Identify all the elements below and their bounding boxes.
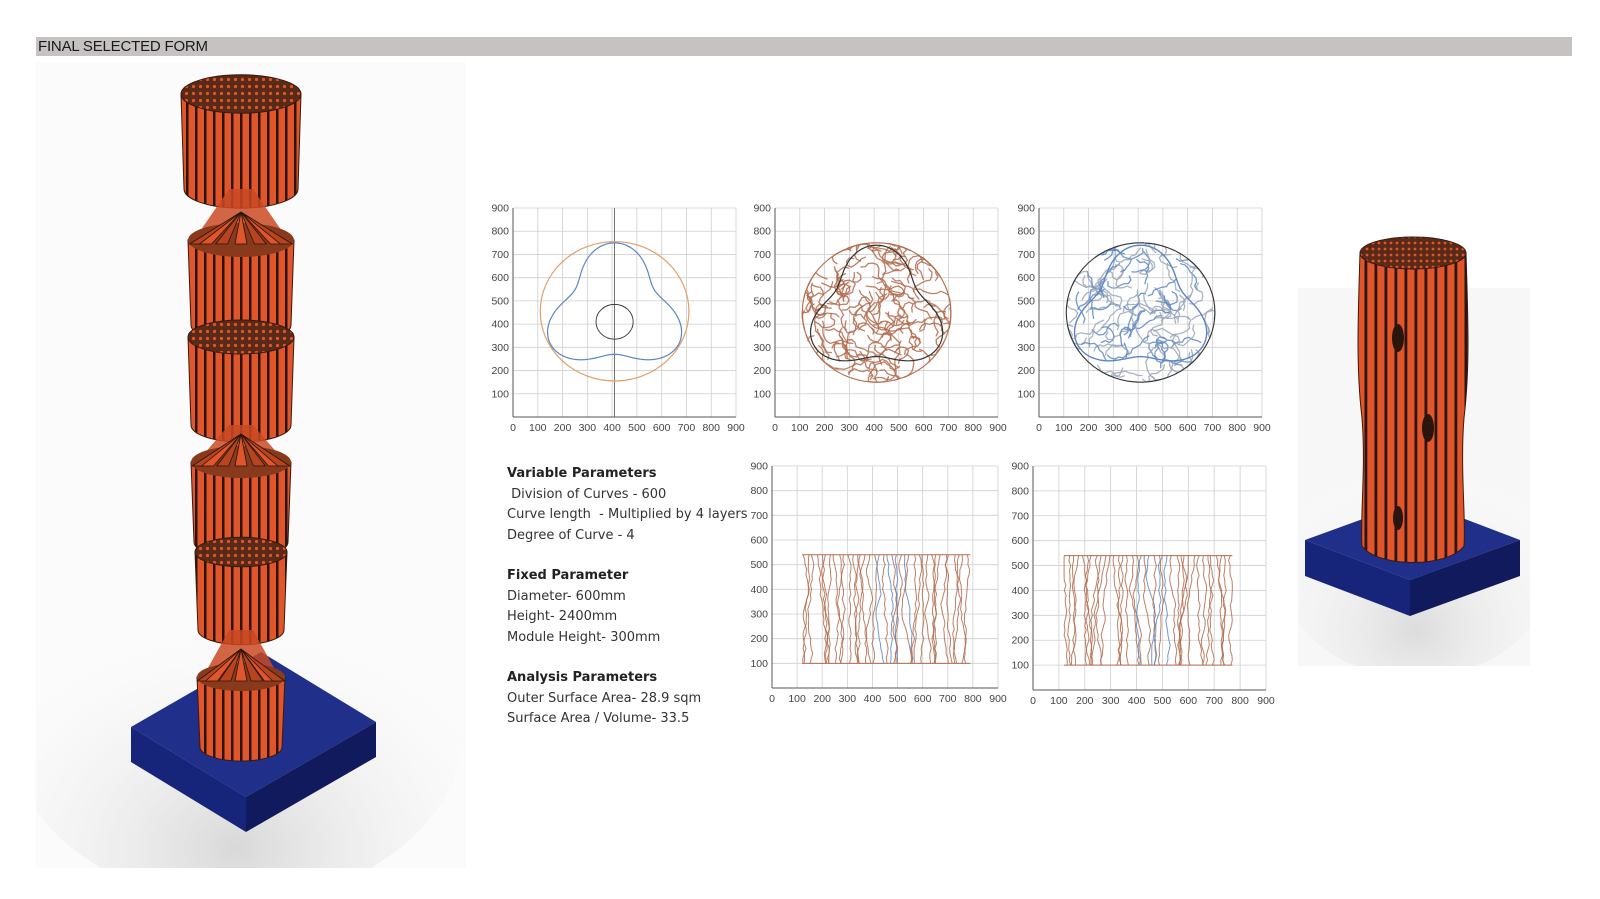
elevation-curve — [1095, 556, 1101, 666]
elevation-curve — [1229, 556, 1233, 666]
fixed-parameters — [507, 566, 767, 648]
y-tick-label: 600 — [1017, 272, 1035, 285]
header-bar — [36, 37, 1572, 56]
y-tick-label: 100 — [750, 657, 768, 670]
x-tick-label: 800 — [1231, 695, 1249, 707]
x-tick-label: 200 — [553, 422, 572, 434]
x-tick-label: 600 — [913, 693, 932, 705]
elevation-pattern-2-chart — [1011, 458, 1290, 720]
x-tick-label: 900 — [989, 693, 1007, 705]
x-tick-label: 0 — [1030, 695, 1036, 707]
x-tick-label: 400 — [603, 422, 621, 434]
pattern-curve — [1205, 307, 1213, 335]
x-tick-label: 800 — [1228, 422, 1246, 434]
y-tick-label: 700 — [1011, 510, 1029, 523]
y-tick-label: 500 — [750, 559, 768, 572]
x-tick-label: 0 — [510, 422, 516, 434]
y-tick-label: 800 — [1011, 485, 1029, 498]
y-tick-label: 600 — [753, 272, 771, 285]
x-tick-label: 700 — [677, 422, 696, 434]
x-tick-label: 100 — [788, 693, 806, 705]
y-tick-label: 700 — [1017, 248, 1035, 261]
x-tick-label: 100 — [791, 422, 809, 434]
elevation-curve — [925, 555, 932, 664]
y-tick-label: 400 — [750, 583, 768, 596]
x-tick-label: 0 — [772, 422, 778, 434]
x-tick-label: 600 — [652, 422, 671, 434]
y-tick-label: 600 — [491, 272, 509, 285]
plan-curves-chart — [491, 200, 760, 450]
analysis-parameters-title: Analysis Parameters — [507, 670, 658, 685]
y-tick-label: 300 — [753, 341, 771, 354]
stacked-module-column-render — [36, 62, 466, 868]
y-tick-label: 200 — [1011, 634, 1029, 647]
x-tick-label: 200 — [813, 693, 831, 705]
analysis-param-line: Surface Area / Volume- 33.5 — [507, 711, 690, 726]
y-tick-label: 400 — [1011, 584, 1029, 597]
y-tick-label: 700 — [753, 248, 771, 261]
pattern-curve — [1069, 331, 1093, 339]
variable-parameters — [507, 464, 767, 546]
y-tick-label: 500 — [491, 295, 509, 308]
x-tick-label: 600 — [1179, 695, 1198, 707]
analysis-parameters — [507, 668, 767, 730]
x-tick-label: 800 — [702, 422, 720, 434]
y-tick-label: 700 — [491, 248, 509, 261]
x-tick-label: 600 — [1178, 422, 1197, 434]
y-tick-label: 300 — [1011, 609, 1029, 622]
elevation-curve — [1119, 556, 1123, 666]
elevation-curve — [865, 555, 873, 664]
pattern-curve — [943, 299, 950, 319]
page-title: FINAL SELECTED FORM — [38, 38, 208, 55]
fixed-param-line: Height- 2400mm — [507, 609, 618, 624]
elevation-curve — [882, 555, 888, 664]
y-tick-label: 800 — [753, 225, 771, 238]
x-tick-label: 300 — [838, 693, 857, 705]
x-tick-label: 900 — [1253, 422, 1271, 434]
y-tick-label: 900 — [1011, 460, 1029, 473]
variable-param-line: Degree of Curve - 4 — [507, 527, 635, 543]
x-tick-label: 300 — [840, 422, 859, 434]
fixed-param-line: Diameter- 600mm — [507, 588, 626, 604]
pattern-curve — [868, 334, 891, 342]
x-tick-label: 500 — [890, 422, 908, 434]
y-tick-label: 900 — [491, 202, 509, 215]
continuous-column-render — [1298, 228, 1530, 666]
elevation-curve — [1216, 556, 1225, 666]
y-tick-label: 200 — [491, 365, 509, 378]
elevation-curve — [1068, 556, 1071, 666]
y-tick-label: 400 — [1017, 318, 1035, 331]
x-tick-label: 200 — [1079, 422, 1098, 434]
elevation-curves — [802, 555, 970, 664]
y-tick-label: 800 — [1017, 225, 1035, 238]
x-tick-label: 400 — [863, 693, 882, 705]
elevation-curve — [904, 555, 912, 664]
pattern-curve — [807, 282, 833, 298]
fixed-param-line: Module Height- 300mm — [507, 629, 661, 645]
x-tick-label: 600 — [914, 422, 933, 434]
y-tick-label: 800 — [491, 225, 509, 238]
y-tick-label: 200 — [750, 633, 768, 646]
x-tick-label: 700 — [1205, 695, 1223, 707]
pattern-curve — [873, 277, 901, 293]
chart-grid — [513, 208, 736, 417]
y-tick-label: 300 — [1017, 341, 1035, 354]
elevation-curve — [1101, 556, 1110, 666]
y-tick-label: 100 — [1017, 388, 1035, 401]
pattern-curve — [1155, 316, 1190, 318]
plan-pattern-1-chart — [753, 200, 1022, 450]
plan-pattern-2-chart — [1017, 200, 1286, 450]
y-tick-label: 800 — [750, 485, 768, 498]
y-tick-label: 500 — [753, 295, 771, 308]
x-tick-label: 500 — [1153, 695, 1172, 707]
x-tick-label: 800 — [964, 422, 982, 434]
x-tick-label: 300 — [1104, 422, 1123, 434]
y-tick-label: 100 — [753, 388, 771, 401]
x-tick-label: 700 — [1203, 422, 1222, 434]
y-tick-label: 600 — [750, 534, 768, 547]
analysis-param-line: Outer Surface Area- 28.9 sqm — [507, 690, 702, 706]
y-tick-label: 900 — [750, 460, 768, 473]
x-tick-label: 100 — [1050, 695, 1068, 707]
y-tick-label: 400 — [491, 318, 509, 331]
x-tick-label: 700 — [939, 693, 957, 705]
pattern-curves — [1067, 243, 1215, 382]
parameters-panel — [507, 464, 767, 750]
elevation-curve — [876, 555, 884, 664]
elevation-curve — [1136, 556, 1141, 666]
pattern-curve — [1072, 271, 1087, 285]
elevation-curve — [1113, 556, 1122, 666]
pattern-curve — [1131, 316, 1149, 343]
elevation-curve — [1125, 556, 1128, 666]
elevation-curve — [1210, 556, 1215, 666]
pattern-curve — [1144, 283, 1155, 312]
x-tick-label: 100 — [1055, 422, 1073, 434]
y-tick-label: 400 — [753, 318, 771, 331]
y-tick-label: 300 — [491, 341, 509, 354]
x-tick-label: 700 — [939, 422, 958, 434]
y-tick-label: 700 — [750, 509, 768, 522]
x-tick-label: 200 — [815, 422, 834, 434]
elevation-curve — [1164, 556, 1170, 666]
y-tick-label: 900 — [1017, 202, 1035, 215]
y-tick-label: 100 — [491, 388, 509, 401]
x-tick-label: 500 — [888, 693, 907, 705]
elevation-curve — [1170, 556, 1177, 666]
variable-param-line: Division of Curves - 600 — [507, 486, 667, 502]
x-tick-label: 300 — [1101, 695, 1120, 707]
elevation-curve — [848, 555, 851, 664]
y-tick-label: 300 — [750, 608, 768, 621]
x-tick-label: 900 — [727, 422, 745, 434]
elevation-curve — [1222, 556, 1226, 666]
x-tick-label: 500 — [1154, 422, 1172, 434]
pattern-curve — [1089, 288, 1094, 318]
pattern-curve — [823, 321, 839, 343]
pattern-curve — [1106, 331, 1131, 340]
x-tick-label: 0 — [769, 693, 775, 705]
pattern-curve — [1072, 281, 1090, 288]
x-tick-label: 400 — [1129, 422, 1147, 434]
y-tick-label: 200 — [753, 365, 771, 378]
x-tick-label: 0 — [1036, 422, 1042, 434]
y-tick-label: 200 — [1017, 365, 1035, 378]
y-tick-label: 500 — [1017, 295, 1035, 308]
elevation-curve — [1091, 556, 1101, 666]
elevation-curve — [1117, 556, 1121, 666]
x-tick-label: 200 — [1076, 695, 1094, 707]
pattern-curve — [923, 258, 938, 281]
x-tick-label: 500 — [628, 422, 646, 434]
x-tick-label: 300 — [578, 422, 597, 434]
elevation-curve — [1064, 556, 1067, 666]
y-tick-label: 900 — [753, 202, 771, 215]
x-tick-label: 100 — [529, 422, 547, 434]
chart-grid — [1039, 208, 1262, 417]
x-tick-label: 400 — [1127, 695, 1146, 707]
elevation-pattern-1-chart — [752, 458, 1022, 718]
elevation-curve — [962, 555, 970, 664]
fixed-parameters-title: Fixed Parameter — [507, 568, 629, 583]
elevation-curve — [1146, 556, 1155, 666]
elevation-curves — [1064, 556, 1232, 666]
variable-parameters-title: Variable Parameters — [507, 466, 657, 481]
x-tick-label: 900 — [989, 422, 1007, 434]
x-tick-label: 400 — [865, 422, 883, 434]
y-tick-label: 500 — [1011, 560, 1029, 573]
variable-param-line: Curve length - Multiplied by 4 layers — [507, 507, 748, 522]
y-tick-label: 600 — [1011, 535, 1029, 548]
y-tick-label: 100 — [1011, 659, 1029, 672]
elevation-curve — [1201, 556, 1206, 666]
x-tick-label: 900 — [1257, 695, 1275, 707]
x-tick-label: 800 — [964, 693, 982, 705]
elevation-curve — [1197, 556, 1203, 666]
